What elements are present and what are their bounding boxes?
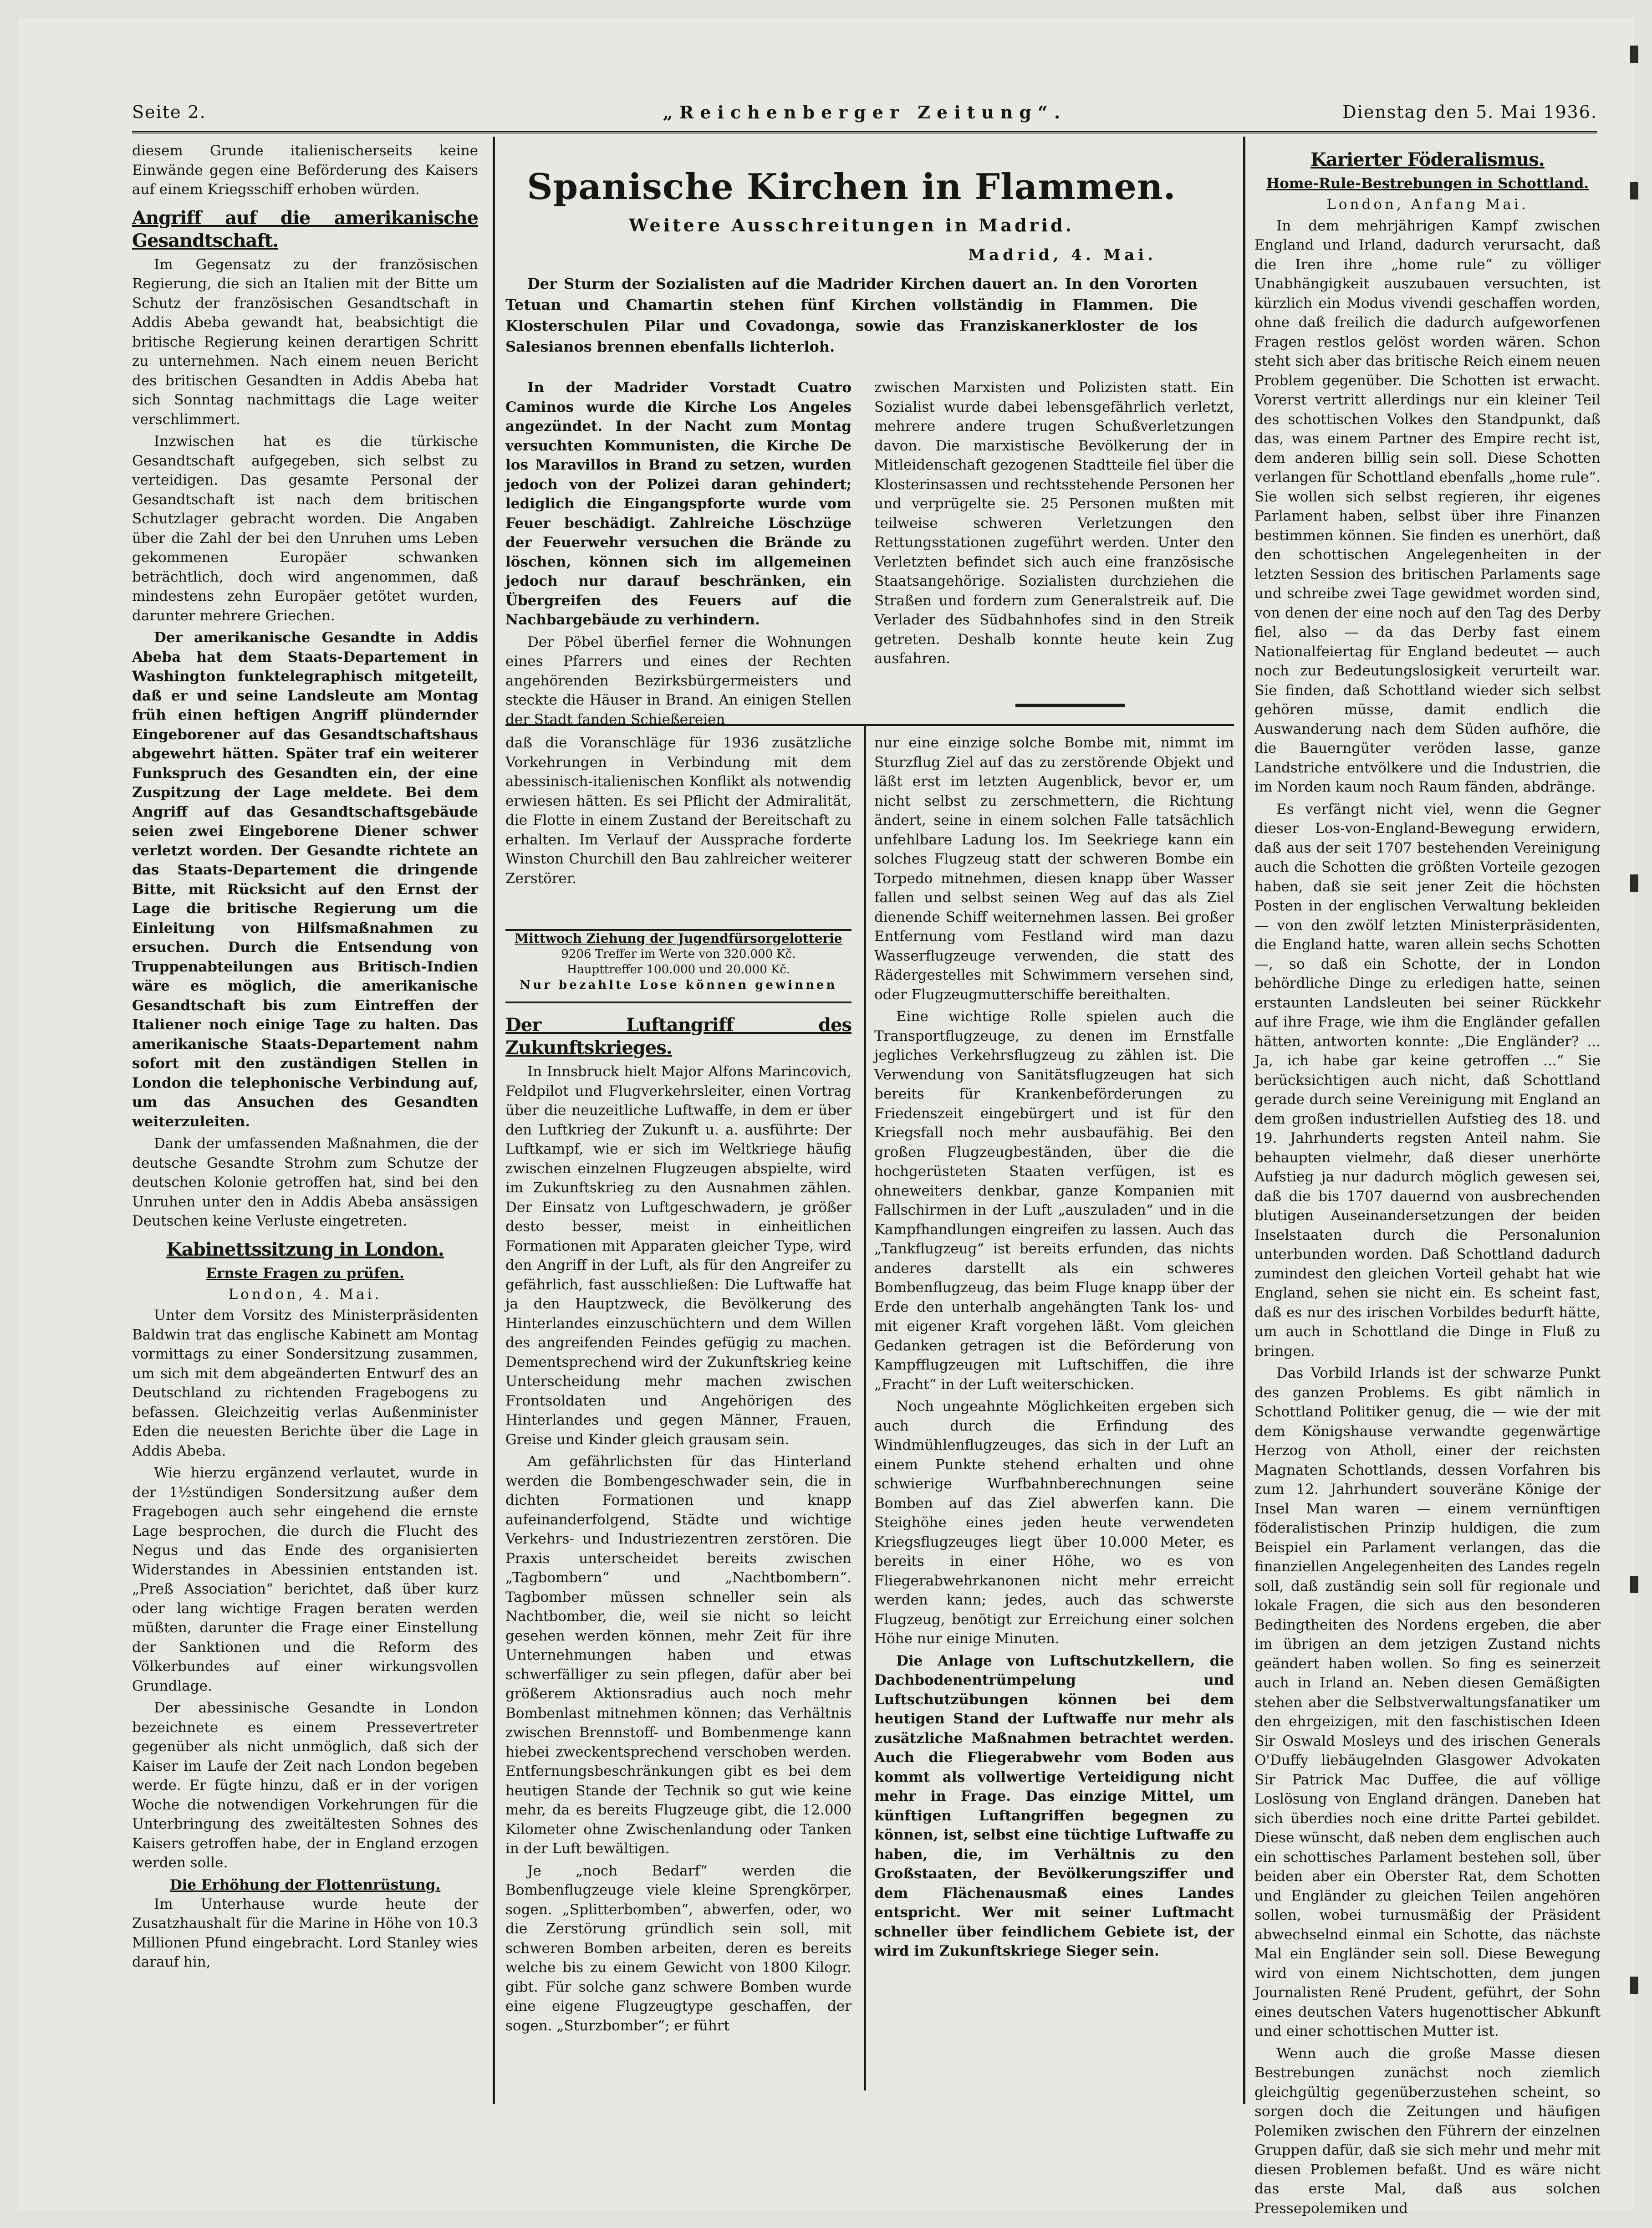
edge-mark (1630, 1977, 1638, 1994)
headline-luftangriff: Der Luftangriff des Zukunftskrieges. (505, 1014, 851, 1058)
dateline: London, Anfang Mai. (1326, 196, 1529, 213)
paragraph: Im Gegensatz zu der französischen Regierung, die sich an Italien mit der Bitte um Schutz der französischen Gesandtschaft in Addis Abeba gewandt hat, beabsichtigt die britische Regierung keinen derartigen Schritt zu unternehmen. Nach einem neuen Bericht des britischen Gesandten in Addis Abeba hat sich Sonntag nachmittags die Lage weiter verschlimmert. (132, 256, 478, 428)
dateline: London, 4. Mai. (228, 1286, 382, 1303)
paragraph: Am gefährlichsten für das Hinterland werden die Bombengeschwader sein, die in dichten Formationen und knapp aufeinanderfolgend, Städte und wichtige Verkehrs- und Industriezentren zerstören. Die Praxis unterscheidet bereits zwischen „Tagbombern“ und „Nachtbombern“. Tagbomber müssen schneller sein als Nachtbomber, die, weil sie nicht so leicht gesehen werden können, mehr Zeit für ihre Unternehmungen haben und etwas schwerfälliger zu sein pflegen, dafür aber bei größerem Aktionsradius auch noch mehr Bombenlast mitnehmen können; das Verhältnis zwischen Brennstoff- und Bombenmenge kann hiebei zweckentsprechend verschoben werden. Entfernungsbeschränkungen gibt es bei dem heutigen Stande der Technik so gut wie keine mehr, da es bereits Flugzeuge gibt, die 12.000 Kilometer ohne Zwischenlandung oder Tanken in der Luft bewältigen. (505, 1453, 851, 1857)
paragraph: Der amerikanische Gesandte in Addis Abeba hat dem Staats-Departement in Washington funktelegraphisch mitgeteilt, daß er und seine Landsleute am Montag früh einen heftigen Angriff plündernder Eingeborener auf das Gesandtschaftshaus abgewehrt hätten. Später traf ein weiterer Funkspruch des Gesandten ein, der eine Zuspitzung der Lage meldete. Bei dem Angriff auf das Gesandtschaftsgebäude seien zwei Eingeborene Diener schwer verletzt worden. Der Gesandte richtete an das Staats-Departement die dringende Bitte, mit Rücksicht auf den Ernst der Lage die britische Regierung um die Einleitung von Hilfsmaßnahmen zu ersuchen. Durch die Entsendung von Truppenabteilungen aus Britisch-Indien wäre es möglich, die amerikanische Gesandtschaft bis zum Eintreffen der Italiener noch einige Tage zu halten. Das amerikanische Staats-Departement nahm sofort mit den zuständigen Stellen in London die telephonische Verbindung auf, um das Ansuchen des Gesandten weiterzuleiten. (132, 629, 478, 1130)
paragraph: daß die Voranschläge für 1936 zusätzliche Vorkehrungen in Verbindung mit dem abessinisch-italienischen Konflikt als notwendig erwiesen hätten. Es sei Pflicht der Admiralität, die Flotte in einem Zustand der Bereitschaft zu erhalten. Im Verlauf der Aussprache forderte Winston Churchill den Bau zahlreicher weiterer Zerstörer. (505, 735, 851, 887)
main-lead (505, 273, 1198, 357)
paragraph: Wenn auch die große Masse diesen Bestrebungen zunächst noch ziemlich gleichgültig gegenüberzustehen scheint, so sorgen doch die Zeitungen und häufigen Polemiken zwischen den Führern der einzelnen Gruppen dafür, daß sie sich mehr und mehr mit diesen Problemen befaßt. Und es wäre nicht das erste Mal, daß aus solchen Pressepolemiken und (1254, 2045, 1601, 2217)
end-ornament (1015, 704, 1125, 707)
subheadline: Home-Rule-Bestrebungen in Schottland. (1266, 175, 1589, 192)
lottery-line: Haupttreffer 100.000 und 20.000 Kč. (566, 963, 790, 976)
edge-mark (1630, 874, 1638, 892)
column-3 (874, 733, 1234, 2104)
paragraph: Die Anlage von Luftschutzkellern, die Dachbodenentrümpelung und Luftschutzübungen können bei dem heutigen Stand der Luftwaffe nur mehr als zusätzliche Maßnahmen betrachtet werden. Auch die Fliegerabwehr vom Boden aus kommt als vollwertige Verteidigung nicht mehr in Frage. Das einzige Mittel, um künftigen Luftangriffen begegnen zu können, ist, selbst eine tüchtige Luftwaffe zu haben, die, im Verhältnis zu den Großstaaten, der Bevölkerungsziffer und dem Flächenausmaß eines Landes entspricht. Wer mit seiner Luftmacht schneller über feindlichem Gebiete ist, der wird im Zukunftskriege Sieger sein. (874, 1652, 1234, 1959)
lead-paragraph: Der Sturm der Sozialisten auf die Madrider Kirchen dauert an. In den Vororten Tetuan und Chamartin stehen fünf Kirchen vollständig in Flammen. Die Klosterschulen Pilar und Covadonga, sowie das Franziskanerkloster de los Salesianos brennen ebenfalls lichterloh. (505, 275, 1198, 355)
main-dateline: Madrid, 4. Mai. (968, 246, 1157, 264)
edge-mark (1630, 1576, 1638, 1593)
column-2-top (505, 733, 851, 925)
paragraph: Je „noch Bedarf“ werden die Bombenflugzeuge viele kleine Sprengkörper, sogen. „Splitterbomben“, abwerfen, oder, wo die Zerstörung gründlich sein soll, mit schweren Bomben arbeiten, deren es bereits welche bis zu einem Gewicht von 1800 Kilogr. gibt. Für solche ganz schwere Bomben wurde eine eigene Flugzeugtype geschaffen, der sogen. „Sturzbomber“; er führt (505, 1862, 851, 2034)
headline-foederalismus: Karierter Föderalismus. (1310, 149, 1545, 170)
headline-kabinettssitzung: Kabinettssitzung in London. (166, 1238, 444, 1260)
paragraph: nur eine einzige solche Bombe mit, nimmt im Sturzflug Ziel auf das zu zerstörende Objekt und läßt erst im letzten Augenblick, bevor er, um nicht selbst zu zerschmettern, die Richtung ändert, seine in einem solchen Falle tatsächlich unfehlbare Ladung los. Im Seekriege kann ein solches Flugzeug statt der schweren Bombe ein Torpedo mitnehmen, diesen knapp über Wasser fallen und selbst seinen Weg auf das als Ziel dienende Schiff weiternehmen lassen. Bei großer Entfernung vom Festland wird man dazu Wasserflugzeuge verwenden, die statt des Rädergestelles mit Schwimmern versehen sind, oder Flugzeugmutterschiffe bereithalten. (874, 735, 1234, 1003)
paragraph: In Innsbruck hielt Major Alfons Marincovich, Feldpilot und Flugverkehrsleiter, einen Vortrag über die neuzeitliche Luftwaffe, in dem er über den Luftkrieg der Zukunft u. a. ausführte: Der Luftkampf, wie er sich im Weltkriege häufig zwischen einzelnen Flugzeugen abspielte, wird im Zukunftskrieg zu den Ausnahmen zählen. Der Einsatz von Luftgeschwadern, je größer desto besser, meist in einheitlichen Formationen mit Apparaten gleicher Type, wird den Angriff in der Luft, als für den Angreifer zu gefährlich, fast ausschließen: Die Luftwaffe hat ja den Hauptzweck, die Bevölkerung des Hinterlandes einzuschüchtern und dem Willen des angreifenden Feindes gefügig zu machen. Dementsprechend wird der Zukunftskrieg keine Unterscheidung mehr machen zwischen Frontsoldaten und Angehörigen des Hinterlandes und gegen Männer, Frauen, Greise und Kinder gleich grausam sein. (505, 1063, 851, 1448)
lottery-line: 9206 Treffer im Werte von 320.000 Kč. (561, 947, 796, 961)
paragraph: Eine wichtige Rolle spielen auch die Transportflugzeuge, zu denen im Ernstfalle jegliches Verkehrsflugzeug zu zählen ist. Die Verwendung von Sanitätsflugzeugen hat sich bereits für Krankenbeförderungen zu Friedenszeit eingebürgert und ist für den Kriegsfall noch mehr ausbaufähig. Bei den großen Flugzeugbeständen, über die die hochgerüsteten Staaten verfügen, ist es ohneweiters denkbar, ganze Kompanien mit Fallschirmen in der Luft „auszuladen“ und in die Kampfhandlungen eingreifen zu lassen. Auch das „Tankflugzeug“ ist bereits erfunden, das nichts anderes darstellt als ein schweres Bombenflugzeug, das beim Fluge knapp über der Erde den unterhalb angehängten Tank los- und mit eigener Kraft vorgehen läßt. Vom gleichen Gedanken getragen ist die Beförderung von Kampfflugzeugen mit Luftschiffen, die ihre „Fracht“ in der Luft weiterschicken. (874, 1008, 1234, 1393)
main-column-left (505, 378, 851, 728)
column-2-bottom (505, 1007, 851, 2104)
paragraph: Wie hierzu ergänzend verlautet, wurde in der 1½stündigen Sondersitzung außer dem Fragebogen auch sehr eingehend die ernste Lage besprochen, die durch die Flucht des Negus und das Ende des organisierten Widerstandes in Abessinien entstanden ist. „Preß Association“ berichtet, daß über kurz oder lang wichtige Fragen beraten werden müßten, darunter die Frage einer Einstellung der Sanktionen und die Reform des Völkerbundes auf einer wirkungsvollen Grundlage. (132, 1465, 478, 1694)
paragraph: Der abessinische Gesandte in London bezeichnete es einem Pressevertreter gegenüber als nicht unmöglich, daß sich der Kaiser im Laufe der Zeit nach London begeben werde. Er fügte hinzu, daß er in der vorigen Woche die notwendigen Vorkehrungen für die Unterbringung des zweitältesten Sohnes des Kaisers getroffen habe, der in England erzogen werden solle. (132, 1700, 478, 1871)
edge-mark (1630, 46, 1638, 63)
main-column-right (874, 378, 1234, 697)
continued-text: diesem Grunde italienischerseits keine Einwände gegen eine Beförderung des Kaisers auf einem Kriegsschiff erhoben würden. (132, 143, 478, 198)
paragraph: Dank der umfassenden Maßnahmen, die der deutsche Gesandte Strohm zum Schutze der deutschen Kolonie getroffen hat, sind bei den Unruhen unter den in Addis Abeba ansässigen Deutschen keine Verluste eingetreten. (132, 1135, 478, 1229)
paragraph: Noch ungeahnte Möglichkeiten ergeben sich auch durch die Erfindung des Windmühlenflugzeuges, das sich in der Luft an einem Punkte stehend erhalten und ohne schwierige Wurfbahnberechnungen seine Bomben auf das Ziel abwerfen kann. Die Steighöhe eines jeden heute verwendeten Kriegsflugzeuges liegt über 10.000 Meter, es bereits in einer Höhe, wo es von Fliegerabwehrkanonen nicht mehr erreicht werden kann; jedes, auch das schwerste Flugzeug, benötigt zur Erreichung einer solchen Höhe nur einige Minuten. (874, 1398, 1234, 1647)
running-header (132, 99, 1597, 133)
paragraph: Im Unterhause wurde heute der Zusatzhaushalt für die Marine in Höhe von 10.3 Millionen Pfund eingebracht. Lord Stanley wies darauf hin, (132, 1896, 478, 1970)
paragraph: Das Vorbild Irlands ist der schwarze Punkt des ganzen Problems. Es gibt nämlich in Schottland Politiker genug, die — wie der mit dem Königshause verwandte gegenwärtige Herzog von Atholl, einer der reichsten Magnaten Schottlands, dessen Vorfahren bis zum 12. Jahrhundert souveräne Könige der Insel Man waren — einem vernünftigen föderalistischen Prinzip huldigen, die zum Beispiel ein Parlament verlangen, das die finanziellen Angelegenheiten des Landes regeln soll, daß zuständig sein soll für regionale und lokale Fragen, die sich aus den besonderen Bedingtheiten des Nordens ergeben, die aber im übrigen an dem jetzigen Zustand nichts geändert haben wollen. So fing es seinerzeit auch in Irland an. Neben diesen Gemäßigten stehen aber die Selbstverwaltungsfanatiker um den ehrgeizigen, mit den faschistischen Ideen Sir Oswald Mosleys und des irischen Generals O'Duffy liebäugelnden Glasgower Advokaten Sir Patrick Mac Duffee, die auf völlige Loslösung von England drängen. Daneben hat sich überdies noch eine dritte Partei gebildet. Diese wünscht, daß neben dem englischen auch ein schottisches Parlament bestehen soll, über beiden aber ein Oberster Rat, dem Schotten und Engländer zu gleichen Teilen angehören sollen, wobei turnusmäßig der Präsident abwechselnd einmal ein Schotte, das nächste Mal ein Engländer sein soll. Diese Bewegung wird von einem Nichtschotten, dem jungen Journalisten René Prudent, geführt, der Sohn eines deutschen Vaters hugenottischer Abkunft und einer schottischen Mutter ist. (1254, 1365, 1601, 2039)
column-rule (493, 137, 495, 2104)
subheadline: Ernste Fragen zu prüfen. (206, 1265, 404, 1282)
issue-date: Dienstag den 5. Mai 1936. (1342, 102, 1597, 122)
column-1 (132, 141, 478, 2104)
lottery-title: Mittwoch Ziehung der Jugendfürsorgelotterie (515, 931, 842, 946)
column-4 (1254, 141, 1601, 2217)
paragraph: Der Pöbel überfiel ferner die Wohnungen eines Pfarrers und eines der Rechten angehörenden Bezirksbürgermeisters und steckte die Häuser in Brand. An einigen Stellen der Stadt fanden Schießereien (505, 634, 851, 728)
page-number: Seite 2. (132, 102, 206, 122)
paragraph: Es verfängt nicht viel, wenn die Gegner dieser Los-von-England-Bewegung erwidern, daß aus der seit 1707 bestehenden Vereinigung auch die Schotten die größten Vorteile gezogen haben, daß sie seit jener Zeit die höchsten Posten in der englischen Verwaltung bekleiden — von den zwölf letzten Ministerpräsidenten, die England hatte, waren allein sechs Schotten —, so daß ein Schotte, der in London behördliche Dinge zu erledigen hatte, seinen erstaunten Landsleuten bei seiner Rückkehr auf ihre Frage, wie ihm die Engländer gefallen hätten, antworten konnte: „Die Engländer? ... Ja, ich habe gar keine getroffen ...“ Sie berücksichtigen auch nicht, daß Schottland gerade durch seine Vereinigung mit England an dem großen industriellen Aufstieg des 18. und 19. Jahrhunderts regsten Anteil nahm. Sie behaupten vielmehr, daß dieser unerhörte Aufstieg ja nur dadurch möglich gewesen sei, daß die bis 1707 dauernd von ausbrechenden blutigen Auseinandersetzungen der beiden Inselstaaten durch die Personalunion unterbunden worden. Daß Schottland dadurch zumindest den gleichen Vorteil gehabt hat wie England, sehen sie nicht ein. Es scheint fast, daß es nur des irischen Vorbildes bedurft hätte, um auch in Schottland die Dinge in Fluß zu bringen. (1254, 801, 1601, 1359)
paragraph: In der Madrider Vorstadt Cuatro Caminos wurde die Kirche Los Angeles angezündet. In der Nacht zum Montag versuchten Kommunisten, die Kirche De los Maravillos in Brand zu setzen, wurden jedoch von der Polizei daran gehindert; lediglich die Eingangspforte wurde vom Feuer beschädigt. Zahlreiche Löschzüge der Feuerwehr versuchen die Brände zu löschen, können sich im allgemeinen jedoch nur darauf beschränken, ein Übergreifen des Feuers auf die Nachbargebäude zu verhindern. (505, 379, 851, 628)
paragraph: Inzwischen hat es die türkische Gesandtschaft aufgegeben, sich selbst zu verteidigen. Das gesamte Personal der Gesandtschaft ist nach dem britischen Schutzlager gebracht worden. Die Angaben über die Zahl der bei den Unruhen ums Leben gekommenen Europäer schwanken beträchtlich, doch wird angenommen, daß mindestens zehn Europäer getötet wurden, darunter mehrere Griechen. (132, 433, 478, 624)
main-headline: Spanische Kirchen in Flammen. (527, 166, 1176, 208)
column-rule (1243, 137, 1245, 2104)
lottery-line: Nur bezahlte Lose können gewinnen (520, 978, 837, 992)
paragraph: In dem mehrjährigen Kampf zwischen England und Irland, dadurch verursacht, daß die Iren ihre „home rule“ zu völliger Unabhängigkeit auszubauen versuchten, ist kürzlich ein Modus vivendi geschaffen worden, ohne daß freilich die dadurch aufgeworfenen Fragen restlos gelöst worden wären. Schon steht sich aber das britische Reich einem neuen Problem gegenüber. Die Schotten ist erwacht. Vorerst vertritt allerdings nur ein kleiner Teil des schottischen Volkes den Standpunkt, daß das, was einem Partner des Empire recht ist, dem anderen billig sein soll. Diese Schotten verlangen für Schottland ebenfalls „home rule“. Sie wollen sich selbst regieren, ihr eigenes Parlament haben, selbst über ihre Finanzen bestimmen können. Sie finden es unerhört, daß den schottischen Angelegenheiten in der letzten Session des britischen Parlaments sage und schreibe zwei Tage gewidmet worden sind, von denen der eine noch auf den Tag des Derby fiel, also — da das Derby fast einem Nationalfeiertag für England bedeutet — auch noch zur Bedeutungslosigkeit verurteilt war. Sie finden, daß Schottland wieder sich selbst gehören müsse, damit endlich die Auswanderung nach dem Süden aufhöre, die die Bauerngüter veröden lasse, ganze Landstriche entvölkere und die Industrien, die im Norden kaum noch Raum fänden, abdränge. (1254, 217, 1601, 795)
headline-flottenruestung: Die Erhöhung der Flottenrüstung. (169, 1876, 441, 1893)
paragraph: zwischen Marxisten und Polizisten statt. Ein Sozialist wurde dabei lebensgefährlich verletzt, mehrere andere trugen Schußverletzungen davon. Die marxistische Bevölkerung der in Mitleidenschaft gezogenen Stadtteile fiel über die Klosterinsassen und rechtsstehende Personen her und verprügelte sie. 25 Personen mußten mit teilweise schweren Verletzungen den Rettungsstationen zugeführt werden. Unter den Verletzten befindet sich auch eine französische Staatsangehörige. Sozialisten durchziehen die Straßen und fordern zum Generalstreik auf. Die Verlader des Südbahnhofes sind in den Streik getreten. Deshalb konnte heute kein Zug ausfahren. (874, 379, 1234, 667)
main-subheadline: Weitere Ausschreitungen in Madrid. (629, 215, 1074, 235)
lottery-notice (505, 929, 851, 1003)
column-rule (864, 724, 866, 2090)
newspaper-title: „Reichenberger Zeitung“. (663, 102, 1067, 123)
headline-gesandtschaft: Angriff auf die amerikanische Gesandtschaft. (132, 207, 478, 251)
edge-mark (1630, 182, 1638, 199)
paragraph: Unter dem Vorsitz des Ministerpräsidenten Baldwin trat das englische Kabinett am Montag vormittags zu einer Sondersitzung zusammen, um sich mit dem abgeänderten Entwurf des an Deutschland zu richtenden Fragebogens zu befassen. Gleichzeitig verlas Außenminister Eden die neuesten Berichte über die Lage in Addis Abeba. (132, 1307, 478, 1459)
